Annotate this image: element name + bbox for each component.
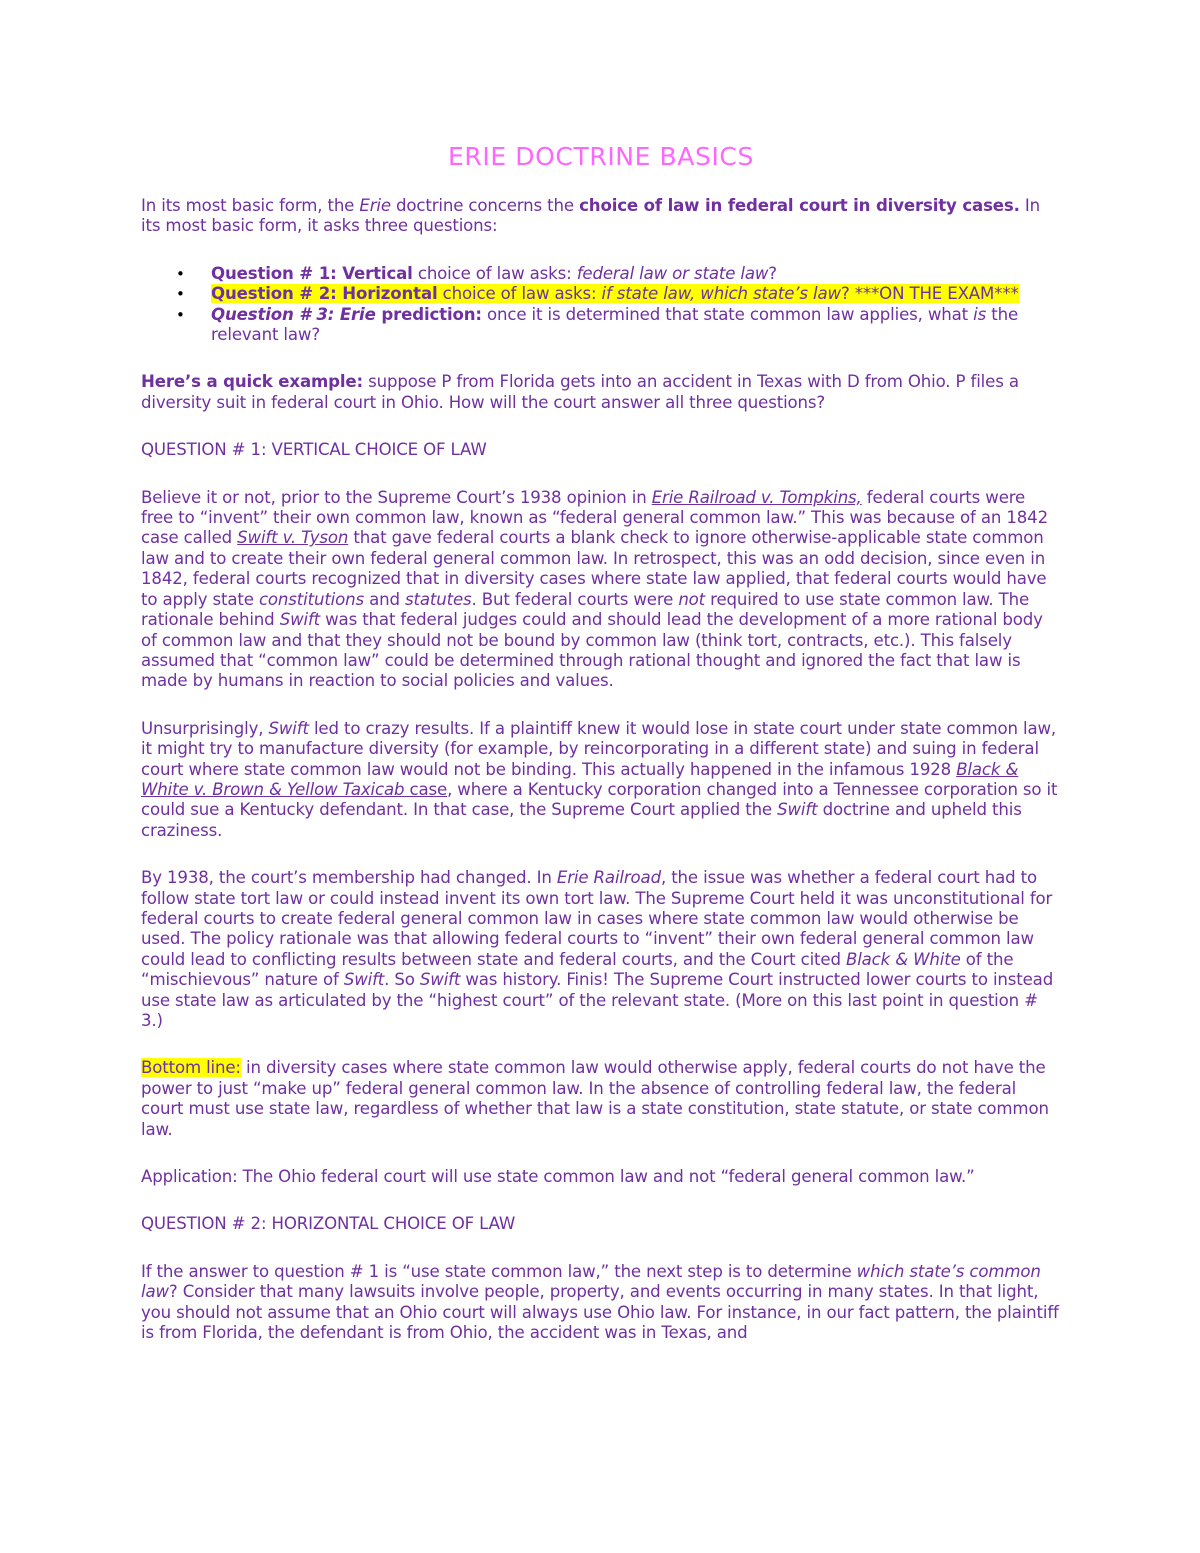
bottom-line-paragraph: Bottom line: in diversity cases where state common law would otherwise apply, federal courts do not have the power to just “make up” federal general common law. In the absence of controlling federal law, the federal court must use state law, regardless of whether that law is a state constitution, state statute, or state common law. xyxy=(141,1058,1049,1139)
paragraph-history: Believe it or not, prior to the Supreme Court’s 1938 opinion in Erie Railroad v. Tompkins, federal courts were free to “invent” their own common law, known as “federal general common law.” This was because of an 1842 case called Swift v. Tyson that gave federal courts a blank check to ignore otherwise-applicable state common law and to create their own federal general common law. In retrospect, this was an odd decision, since even in 1842, federal courts recognized that in diversity cases where state law applied, that federal courts would have to apply state constitutions and statutes. But federal courts were not required to use state common law. The rationale behind Swift was that federal judges could and should lead the development of a more rational body of common law and that they should not be bound by common law (think tort, contracts, etc.). This falsely assumed that “common law” could be determined through rational thought and ignored the fact that law is made by humans in reaction to social policies and values. xyxy=(141,487,1048,691)
paragraph-horizontal: If the answer to question # 1 is “use state common law,” the next step is to determine which state’s common law? Consider that many lawsuits involve people, property, and events occurring in many states. In that light, you should not assume that an Ohio court will always use Ohio law. For instance, in our fact pattern, the plaintiff is from Florida, the defendant is from Ohio, the accident was in Texas, and xyxy=(141,1261,1059,1343)
example-paragraph: Here’s a quick example: suppose P from Florida gets into an accident in Texas with D from Ohio. P files a diversity suit in federal court in Ohio. How will the court answer all three questions? xyxy=(141,372,1019,412)
bullet-icon: • xyxy=(176,305,185,324)
application-paragraph: Application: The Ohio federal court will use state common law and not “federal general common law.” xyxy=(141,1167,975,1187)
document-body xyxy=(141,140,1061,1370)
list-item-question-1: • Question # 1: Vertical choice of law asks: federal law or state law? xyxy=(176,263,777,283)
paragraph-erie-1938: By 1938, the court’s membership had changed. In Erie Railroad, the issue was whether a federal court had to follow state tort law or could instead invent its own tort law. The Supreme Court held it was unconstitutional for federal courts to create federal general common law in cases where state common law would otherwise be used. The policy rationale was that allowing federal courts to “invent” their own federal general common law could lead to conflicting results between state and federal courts, and the Court cited Black & White of the “mischievous” nature of Swift. So Swift was history. Finis! The Supreme Court instructed lower courts to instead use state law as articulated by the “highest court” of the relevant state. (More on this last point in question # 3.) xyxy=(141,868,1054,1030)
paragraph-swift-results: Unsurprisingly, Swift led to crazy results. If a plaintiff knew it would lose in state court under state common law, it might try to manufacture diversity (for example, by reincorporating in a different state) and suing in federal court where state common law would not be binding. This actually happened in the infamous 1928 Black & White v. Brown & Yellow Taxicab case, where a Kentucky corporation changed into a Tennessee corporation so it could sue a Kentucky defendant. In that case, the Supreme Court applied the Swift doctrine and upheld this craziness. xyxy=(141,718,1058,840)
case-citation-black-white: Black & White v. Brown & Yellow Taxicab case xyxy=(141,759,1019,799)
bullet-icon: • xyxy=(176,264,185,283)
highlighted-text: Question # 2: Horizontal choice of law asks: if state law, which state’s law? ***ON THE EXAM*** xyxy=(211,284,1019,304)
bullet-icon: • xyxy=(176,285,185,304)
case-citation-erie: Erie Railroad v. Tompkins, xyxy=(651,487,862,507)
list-item-question-3: • Question # 3: Erie prediction: once it is determined that state common law applies, what is the relevant law? xyxy=(176,304,1019,345)
list-item-question-2 xyxy=(141,284,1061,304)
section-heading-q1: QUESTION # 1: VERTICAL CHOICE OF LAW xyxy=(141,440,487,460)
questions-list xyxy=(141,264,1061,346)
intro-paragraph: In its most basic form, the Erie doctrine concerns the choice of law in federal court in diversity cases. In its most basic form, it asks three questions: xyxy=(141,196,1041,236)
case-citation-swift: Swift v. Tyson xyxy=(237,528,349,548)
document-title: ERIE DOCTRINE BASICS xyxy=(448,142,754,171)
bottom-line-label: Bottom line: xyxy=(141,1058,241,1078)
section-heading-q2: QUESTION # 2: HORIZONTAL CHOICE OF LAW xyxy=(141,1214,516,1234)
